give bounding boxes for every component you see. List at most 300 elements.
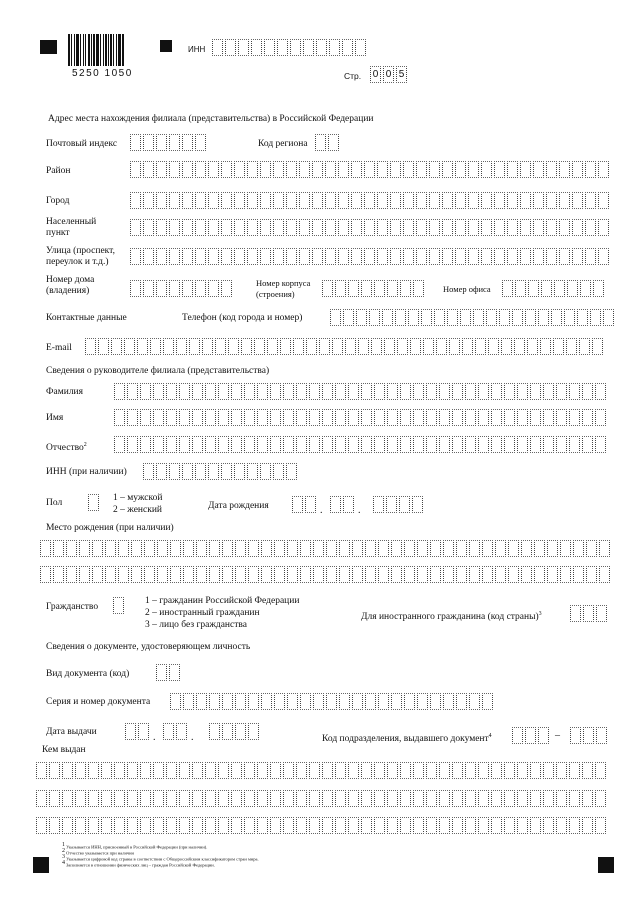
input-cell[interactable] — [205, 436, 216, 453]
input-cell[interactable] — [339, 540, 350, 557]
input-cell[interactable] — [205, 790, 216, 807]
input-cell[interactable] — [170, 566, 181, 583]
sex-field[interactable] — [88, 494, 101, 511]
input-cell[interactable] — [416, 192, 427, 209]
input-cell[interactable] — [131, 566, 142, 583]
input-cell[interactable] — [374, 383, 385, 400]
input-cell[interactable] — [143, 134, 154, 151]
input-cell[interactable] — [465, 817, 476, 834]
input-cell[interactable] — [530, 762, 541, 779]
input-cell[interactable] — [209, 693, 220, 710]
input-cell[interactable] — [208, 161, 219, 178]
input-cell[interactable] — [374, 790, 385, 807]
input-cell[interactable] — [143, 463, 154, 480]
input-cell[interactable] — [153, 436, 164, 453]
input-cell[interactable] — [374, 762, 385, 779]
input-cell[interactable] — [486, 309, 497, 326]
input-cell[interactable] — [157, 566, 168, 583]
input-cell[interactable] — [417, 566, 428, 583]
input-cell[interactable] — [352, 693, 363, 710]
input-cell[interactable] — [335, 280, 346, 297]
input-cell[interactable] — [504, 409, 515, 426]
input-cell[interactable] — [387, 790, 398, 807]
phone-field[interactable] — [330, 309, 616, 326]
input-cell[interactable] — [261, 566, 272, 583]
input-cell[interactable] — [140, 436, 151, 453]
input-cell[interactable] — [182, 248, 193, 265]
input-cell[interactable] — [348, 790, 359, 807]
input-cell[interactable] — [390, 192, 401, 209]
input-cell[interactable] — [111, 338, 122, 355]
input-cell[interactable] — [299, 161, 310, 178]
input-cell[interactable] — [404, 693, 415, 710]
input-cell[interactable] — [582, 762, 593, 779]
input-cell[interactable] — [551, 309, 562, 326]
input-cell[interactable] — [504, 817, 515, 834]
input-cell[interactable] — [156, 134, 167, 151]
input-cell[interactable] — [455, 192, 466, 209]
input-cell[interactable] — [596, 605, 607, 622]
input-cell[interactable] — [494, 219, 505, 236]
input-cell[interactable] — [169, 280, 180, 297]
input-cell[interactable] — [530, 817, 541, 834]
input-cell[interactable] — [462, 338, 473, 355]
input-cell[interactable] — [101, 817, 112, 834]
input-cell[interactable] — [403, 219, 414, 236]
input-cell[interactable] — [125, 723, 136, 740]
input-cell[interactable] — [546, 192, 557, 209]
input-cell[interactable] — [296, 436, 307, 453]
input-cell[interactable] — [251, 39, 262, 56]
input-cell[interactable] — [517, 817, 528, 834]
input-cell[interactable] — [508, 540, 519, 557]
input-cell[interactable] — [387, 280, 398, 297]
input-cell[interactable] — [560, 566, 571, 583]
input-cell[interactable] — [244, 762, 255, 779]
input-cell[interactable] — [118, 540, 129, 557]
input-cell[interactable] — [351, 161, 362, 178]
input-cell[interactable] — [345, 338, 356, 355]
input-cell[interactable] — [312, 161, 323, 178]
input-cell[interactable] — [573, 566, 584, 583]
input-cell[interactable] — [257, 436, 268, 453]
input-cell[interactable] — [546, 219, 557, 236]
input-cell[interactable] — [247, 219, 258, 236]
input-cell[interactable] — [373, 496, 384, 513]
input-cell[interactable] — [564, 309, 575, 326]
input-cell[interactable] — [293, 338, 304, 355]
input-cell[interactable] — [283, 762, 294, 779]
input-cell[interactable] — [585, 219, 596, 236]
input-cell[interactable] — [416, 248, 427, 265]
input-cell[interactable] — [553, 338, 564, 355]
input-cell[interactable] — [426, 383, 437, 400]
input-cell[interactable] — [231, 817, 242, 834]
input-cell[interactable] — [316, 39, 327, 56]
input-cell[interactable] — [556, 762, 567, 779]
input-cell[interactable] — [195, 134, 206, 151]
input-cell[interactable] — [586, 540, 597, 557]
input-cell[interactable] — [98, 338, 109, 355]
input-cell[interactable] — [218, 436, 229, 453]
input-cell[interactable] — [195, 219, 206, 236]
input-cell[interactable] — [348, 409, 359, 426]
input-cell[interactable] — [176, 723, 187, 740]
input-cell[interactable] — [417, 540, 428, 557]
input-cell[interactable] — [222, 540, 233, 557]
input-cell[interactable] — [478, 383, 489, 400]
input-cell[interactable] — [338, 248, 349, 265]
input-cell[interactable] — [501, 338, 512, 355]
birth-day-field[interactable] — [292, 496, 318, 513]
input-cell[interactable] — [569, 762, 580, 779]
input-cell[interactable] — [378, 693, 389, 710]
input-cell[interactable] — [322, 790, 333, 807]
input-cell[interactable] — [205, 817, 216, 834]
input-cell[interactable] — [192, 436, 203, 453]
input-cell[interactable] — [556, 383, 567, 400]
input-cell[interactable] — [390, 248, 401, 265]
input-cell[interactable] — [127, 762, 138, 779]
input-cell[interactable] — [140, 762, 151, 779]
input-cell[interactable] — [533, 248, 544, 265]
input-cell[interactable] — [130, 134, 141, 151]
division-code-part-1[interactable] — [512, 727, 551, 744]
input-cell[interactable] — [143, 219, 154, 236]
input-cell[interactable] — [153, 383, 164, 400]
input-cell[interactable] — [543, 436, 554, 453]
input-cell[interactable] — [543, 817, 554, 834]
input-cell[interactable] — [261, 693, 272, 710]
input-cell[interactable] — [572, 192, 583, 209]
input-cell[interactable] — [114, 790, 125, 807]
input-cell[interactable] — [287, 540, 298, 557]
input-cell[interactable] — [582, 409, 593, 426]
input-cell[interactable] — [169, 219, 180, 236]
input-cell[interactable] — [235, 540, 246, 557]
input-cell[interactable] — [543, 383, 554, 400]
input-cell[interactable] — [130, 219, 141, 236]
input-cell[interactable] — [130, 248, 141, 265]
input-cell[interactable] — [143, 280, 154, 297]
input-cell[interactable] — [231, 383, 242, 400]
input-cell[interactable] — [443, 540, 454, 557]
input-cell[interactable] — [166, 817, 177, 834]
input-cell[interactable] — [547, 540, 558, 557]
input-cell[interactable] — [378, 540, 389, 557]
input-cell[interactable] — [332, 338, 343, 355]
input-cell[interactable] — [413, 383, 424, 400]
input-cell[interactable] — [413, 280, 424, 297]
input-cell[interactable] — [137, 338, 148, 355]
input-cell[interactable] — [400, 436, 411, 453]
input-cell[interactable] — [569, 436, 580, 453]
input-cell[interactable] — [598, 219, 609, 236]
input-cell[interactable] — [261, 540, 272, 557]
input-cell[interactable] — [365, 693, 376, 710]
input-cell[interactable] — [319, 338, 330, 355]
input-cell[interactable] — [270, 762, 281, 779]
input-cell[interactable] — [481, 161, 492, 178]
input-cell[interactable] — [312, 248, 323, 265]
input-cell[interactable] — [277, 39, 288, 56]
input-cell[interactable] — [382, 309, 393, 326]
input-cell[interactable] — [247, 192, 258, 209]
input-cell[interactable] — [478, 436, 489, 453]
input-cell[interactable] — [374, 436, 385, 453]
input-cell[interactable] — [248, 693, 259, 710]
input-cell[interactable] — [260, 219, 271, 236]
input-cell[interactable] — [183, 693, 194, 710]
input-cell[interactable] — [313, 693, 324, 710]
input-cell[interactable] — [520, 248, 531, 265]
input-cell[interactable] — [182, 134, 193, 151]
input-cell[interactable] — [436, 338, 447, 355]
input-cell[interactable] — [231, 409, 242, 426]
input-cell[interactable] — [270, 409, 281, 426]
input-cell[interactable] — [273, 463, 284, 480]
input-cell[interactable] — [75, 762, 86, 779]
input-cell[interactable] — [416, 219, 427, 236]
input-cell[interactable] — [218, 790, 229, 807]
input-cell[interactable] — [231, 436, 242, 453]
input-cell[interactable] — [495, 540, 506, 557]
input-cell[interactable] — [113, 597, 124, 614]
input-cell[interactable] — [439, 790, 450, 807]
input-cell[interactable] — [195, 192, 206, 209]
input-cell[interactable] — [325, 219, 336, 236]
input-cell[interactable] — [322, 280, 333, 297]
input-cell[interactable] — [156, 463, 167, 480]
input-cell[interactable] — [361, 817, 372, 834]
input-cell[interactable] — [303, 39, 314, 56]
input-cell[interactable] — [482, 566, 493, 583]
input-cell[interactable] — [473, 309, 484, 326]
input-cell[interactable] — [156, 161, 167, 178]
input-cell[interactable] — [507, 248, 518, 265]
input-cell[interactable] — [452, 817, 463, 834]
input-cell[interactable] — [460, 309, 471, 326]
input-cell[interactable] — [221, 161, 232, 178]
input-cell[interactable] — [352, 540, 363, 557]
input-cell[interactable] — [595, 762, 606, 779]
input-cell[interactable] — [166, 383, 177, 400]
input-cell[interactable] — [443, 566, 454, 583]
input-cell[interactable] — [507, 161, 518, 178]
input-cell[interactable] — [85, 338, 96, 355]
input-cell[interactable] — [270, 817, 281, 834]
issued-by-field-line-3[interactable] — [36, 817, 608, 834]
input-cell[interactable] — [163, 338, 174, 355]
input-cell[interactable] — [595, 790, 606, 807]
input-cell[interactable] — [417, 693, 428, 710]
input-cell[interactable] — [286, 192, 297, 209]
input-cell[interactable] — [434, 309, 445, 326]
office-number-field[interactable] — [502, 280, 606, 297]
input-cell[interactable] — [257, 817, 268, 834]
input-cell[interactable] — [286, 219, 297, 236]
patronymic-field[interactable] — [114, 436, 608, 453]
input-cell[interactable] — [183, 566, 194, 583]
input-cell[interactable] — [429, 219, 440, 236]
input-cell[interactable] — [182, 219, 193, 236]
input-cell[interactable] — [478, 409, 489, 426]
input-cell[interactable] — [62, 762, 73, 779]
input-cell[interactable] — [296, 383, 307, 400]
input-cell[interactable] — [208, 192, 219, 209]
input-cell[interactable] — [423, 338, 434, 355]
input-cell[interactable] — [296, 817, 307, 834]
input-cell[interactable] — [569, 790, 580, 807]
input-cell[interactable] — [491, 436, 502, 453]
input-cell[interactable] — [231, 762, 242, 779]
input-cell[interactable] — [387, 409, 398, 426]
input-cell[interactable] — [515, 280, 526, 297]
input-cell[interactable] — [234, 161, 245, 178]
input-cell[interactable] — [343, 496, 354, 513]
input-cell[interactable] — [196, 693, 207, 710]
input-cell[interactable] — [361, 790, 372, 807]
input-cell[interactable] — [452, 383, 463, 400]
input-cell[interactable] — [328, 134, 339, 151]
house-number-field[interactable] — [130, 280, 234, 297]
input-cell[interactable] — [222, 566, 233, 583]
input-cell[interactable] — [416, 161, 427, 178]
input-cell[interactable] — [156, 248, 167, 265]
input-cell[interactable] — [156, 192, 167, 209]
input-cell[interactable] — [205, 383, 216, 400]
input-cell[interactable] — [257, 383, 268, 400]
input-cell[interactable] — [582, 790, 593, 807]
input-cell[interactable] — [176, 338, 187, 355]
input-cell[interactable] — [525, 727, 536, 744]
input-cell[interactable] — [374, 280, 385, 297]
input-cell[interactable] — [533, 219, 544, 236]
input-cell[interactable] — [429, 161, 440, 178]
input-cell[interactable] — [596, 727, 607, 744]
input-cell[interactable] — [286, 161, 297, 178]
input-cell[interactable] — [351, 192, 362, 209]
input-cell[interactable] — [521, 540, 532, 557]
input-cell[interactable] — [335, 383, 346, 400]
input-cell[interactable] — [221, 463, 232, 480]
input-cell[interactable] — [283, 436, 294, 453]
input-cell[interactable] — [390, 219, 401, 236]
input-cell[interactable] — [329, 39, 340, 56]
input-cell[interactable] — [377, 161, 388, 178]
input-cell[interactable] — [62, 817, 73, 834]
input-cell[interactable] — [338, 161, 349, 178]
input-cell[interactable] — [248, 540, 259, 557]
input-cell[interactable] — [572, 219, 583, 236]
document-series-number-field[interactable] — [170, 693, 495, 710]
input-cell[interactable] — [465, 383, 476, 400]
input-cell[interactable] — [144, 566, 155, 583]
input-cell[interactable] — [283, 817, 294, 834]
input-cell[interactable] — [260, 161, 271, 178]
input-cell[interactable] — [482, 693, 493, 710]
input-cell[interactable] — [179, 436, 190, 453]
input-cell[interactable] — [322, 817, 333, 834]
input-cell[interactable] — [183, 540, 194, 557]
input-cell[interactable] — [75, 817, 86, 834]
input-cell[interactable] — [153, 409, 164, 426]
input-cell[interactable] — [351, 248, 362, 265]
input-cell[interactable] — [195, 280, 206, 297]
input-cell[interactable] — [598, 248, 609, 265]
input-cell[interactable] — [88, 817, 99, 834]
input-cell[interactable] — [92, 540, 103, 557]
input-cell[interactable] — [195, 248, 206, 265]
input-cell[interactable] — [143, 192, 154, 209]
input-cell[interactable] — [179, 762, 190, 779]
input-cell[interactable] — [228, 338, 239, 355]
input-cell[interactable] — [92, 566, 103, 583]
input-cell[interactable] — [312, 192, 323, 209]
input-cell[interactable] — [520, 219, 531, 236]
input-cell[interactable] — [195, 161, 206, 178]
input-cell[interactable] — [53, 540, 64, 557]
input-cell[interactable] — [403, 192, 414, 209]
input-cell[interactable] — [365, 566, 376, 583]
input-cell[interactable] — [209, 540, 220, 557]
input-cell[interactable] — [169, 664, 180, 681]
input-cell[interactable] — [144, 540, 155, 557]
street-field[interactable] — [130, 248, 611, 265]
input-cell[interactable] — [583, 727, 594, 744]
input-cell[interactable] — [499, 309, 510, 326]
email-field[interactable] — [85, 338, 605, 355]
input-cell[interactable] — [53, 566, 64, 583]
input-cell[interactable] — [447, 309, 458, 326]
input-cell[interactable] — [182, 161, 193, 178]
input-cell[interactable] — [195, 463, 206, 480]
input-cell[interactable] — [235, 566, 246, 583]
input-cell[interactable] — [192, 383, 203, 400]
input-cell[interactable] — [306, 338, 317, 355]
input-cell[interactable] — [455, 248, 466, 265]
input-cell[interactable] — [400, 383, 411, 400]
input-cell[interactable] — [361, 383, 372, 400]
input-cell[interactable] — [286, 248, 297, 265]
input-cell[interactable] — [567, 280, 578, 297]
input-cell[interactable] — [36, 817, 47, 834]
input-cell[interactable] — [491, 409, 502, 426]
input-cell[interactable] — [118, 566, 129, 583]
input-cell[interactable] — [494, 192, 505, 209]
input-cell[interactable] — [196, 566, 207, 583]
input-cell[interactable] — [517, 383, 528, 400]
input-cell[interactable] — [387, 817, 398, 834]
input-cell[interactable] — [143, 248, 154, 265]
input-cell[interactable] — [504, 436, 515, 453]
input-cell[interactable] — [504, 383, 515, 400]
input-cell[interactable] — [234, 248, 245, 265]
input-cell[interactable] — [533, 192, 544, 209]
input-cell[interactable] — [114, 436, 125, 453]
input-cell[interactable] — [391, 693, 402, 710]
input-cell[interactable] — [330, 496, 341, 513]
input-cell[interactable] — [338, 192, 349, 209]
input-cell[interactable] — [603, 309, 614, 326]
input-cell[interactable] — [468, 161, 479, 178]
foreign-country-code-field[interactable] — [570, 605, 609, 622]
input-cell[interactable] — [257, 762, 268, 779]
input-cell[interactable] — [374, 817, 385, 834]
input-cell[interactable] — [582, 817, 593, 834]
input-cell[interactable] — [512, 309, 523, 326]
input-cell[interactable] — [559, 248, 570, 265]
